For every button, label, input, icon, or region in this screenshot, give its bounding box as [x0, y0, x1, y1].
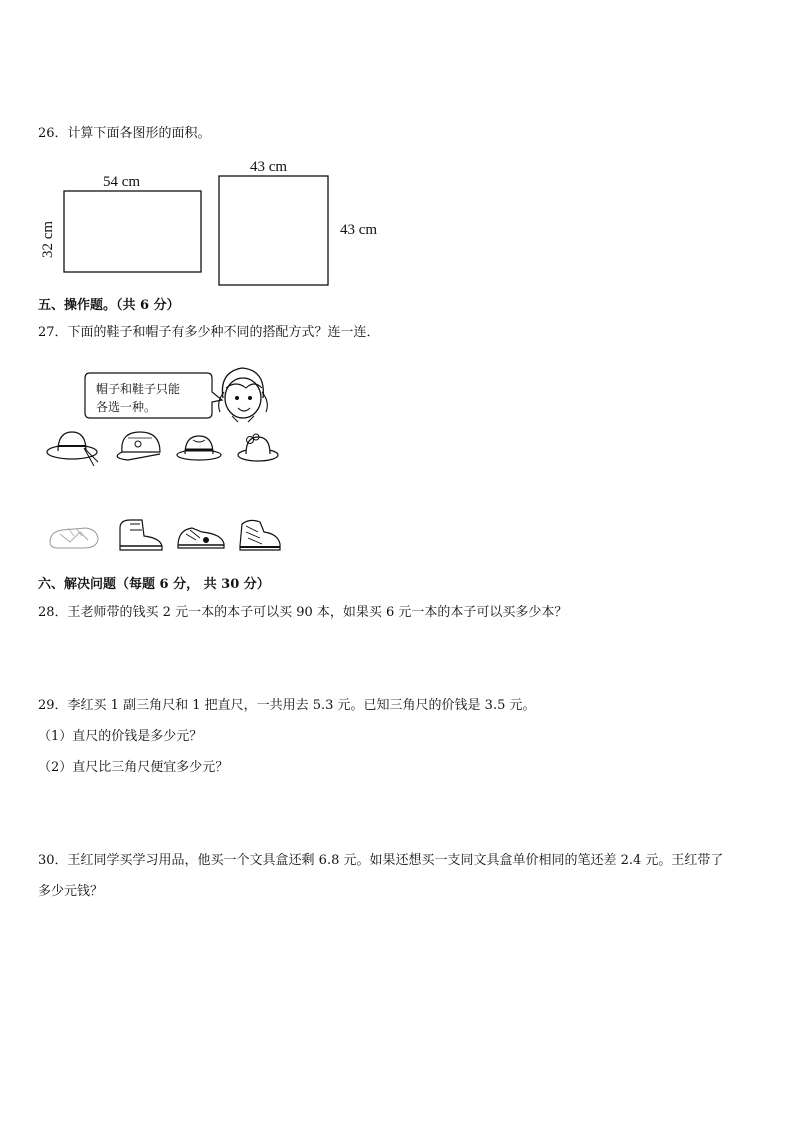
high-top-sneaker-icon [0, 0, 320, 560]
q27-text: 27．下面的鞋子和帽子有多少种不同的搭配方式？连一连． [38, 325, 380, 340]
speech-line1: 帽子和鞋子只能 [96, 382, 181, 396]
speech-line2: 各选一种。 [96, 400, 157, 414]
rect1-height-label: 32 cm [40, 220, 56, 258]
rect1-width-label: 54 cm [103, 174, 141, 190]
q26-text: 26．计算下面各图形的面积。 [38, 126, 211, 141]
q30-line2: 多少元钱？ [38, 884, 104, 899]
q29-text: 29．李红买 1 副三角尺和 1 把直尺，一共用去 5.3 元。已知三角尺的价钱是 3.5 元。 [38, 698, 536, 713]
section5-heading: 五、操作题。（共 6 分） [38, 298, 180, 313]
q28-text: 28．王老师带的钱买 2 元一本的本子可以买 90 本，如果买 6 元一本的本子可以买多少本？ [38, 605, 568, 620]
q30-line1: 30．王红同学买学习用品，他买一个文具盒还剩 6.8 元。如果还想买一支同文具盒单价相同的笔还差 2.4 元。王红带了 [38, 853, 724, 868]
q29-sub2: （2）直尺比三角尺便宜多少元？ [38, 760, 229, 775]
q29-sub1: （1）直尺的价钱是多少元？ [38, 729, 203, 744]
rect2-side-label: 43 cm [340, 222, 378, 238]
section6-heading: 六、解决问题（每题 6 分， 共 30 分） [38, 577, 270, 592]
rect2-top-label: 43 cm [250, 159, 288, 175]
